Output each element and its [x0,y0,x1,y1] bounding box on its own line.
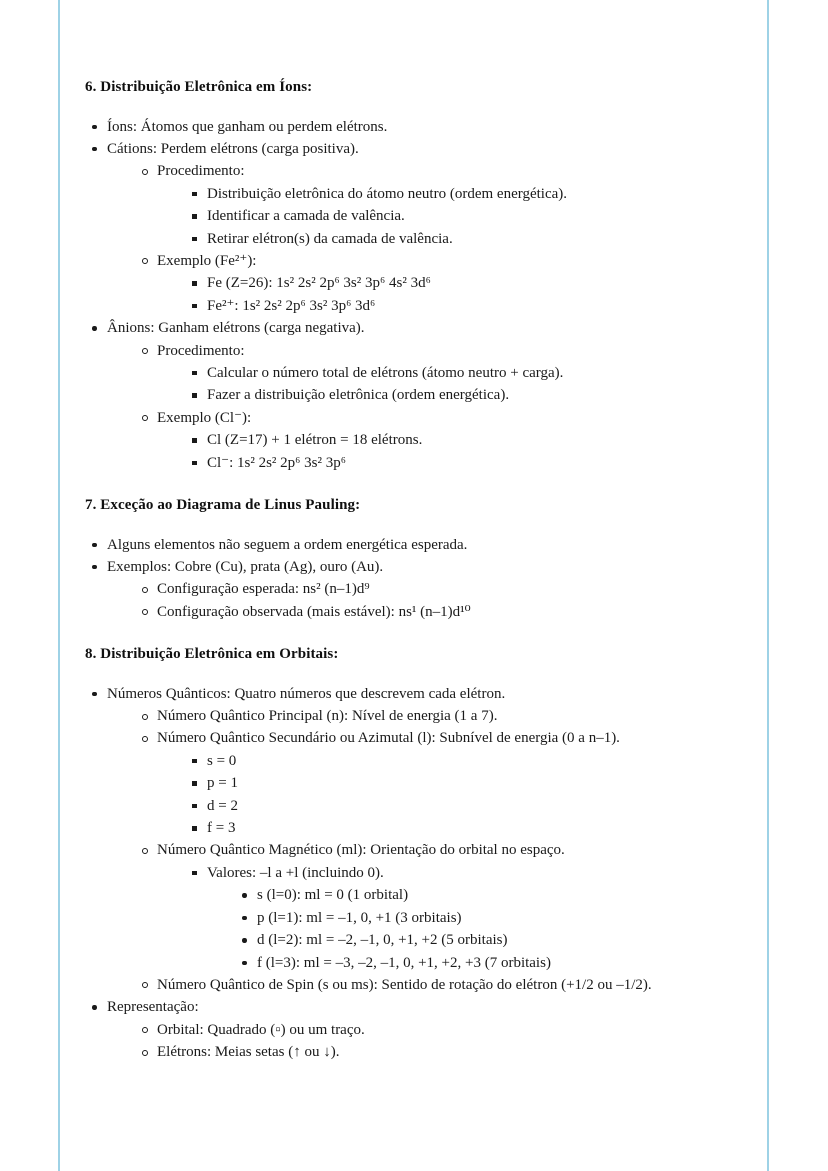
list-item-label: Exemplo (Fe²⁺): [157,252,257,269]
list-item [235,929,735,951]
bullet-marker-icon [192,237,197,242]
section-heading: 6. Distribuição Eletrônica em Íons: [85,79,313,95]
list-item [135,601,735,623]
list-item [235,884,735,906]
list-item-label: f (l=3): ml = –3, –2, –1, 0, +1, +2, +3 (7 orbitais) [257,954,551,971]
list-item [135,974,735,996]
bullet-list [135,705,735,996]
list-item-label: Procedimento: [157,163,245,180]
bullet-marker-icon [92,125,97,130]
bullet-list [235,884,735,974]
list-item-label: Cátions: Perdem elétrons (carga positiva). [107,140,359,157]
list-item-label: Orbital: Quadrado (▫) ou um traço. [157,1021,365,1038]
bullet-list [135,578,735,623]
list-item-label: Fe²⁺: 1s² 2s² 2p⁶ 3s² 3p⁶ 3d⁶ [207,297,376,314]
list-item-label: Identificar a camada de valência. [207,208,405,225]
list-item-label: Procedimento: [157,342,245,359]
list-item [135,727,735,839]
list-item [135,578,735,600]
bullet-list [185,272,735,317]
list-item [135,839,735,973]
list-item [135,1019,735,1041]
list-item-label: Ânions: Ganham elétrons (carga negativa). [107,320,365,337]
bullet-marker-icon [192,393,197,398]
bullet-list [185,429,735,474]
list-item-label: p = 1 [207,775,238,792]
list-item [235,907,735,929]
list-item [185,862,735,974]
bullet-marker-icon [242,961,247,966]
list-item [135,340,735,407]
list-item-label: Configuração esperada: ns² (n–1)d⁹ [157,581,370,598]
bullet-marker-icon [142,169,148,175]
list-item [85,683,735,997]
list-item-label: Exemplo (Cl⁻): [157,409,252,426]
list-item-label: Números Quânticos: Quatro números que descrevem cada elétron. [107,685,506,702]
bullet-marker-icon [192,192,197,197]
bullet-marker-icon [242,893,247,898]
list-item-label: Cl (Z=17) + 1 elétron = 18 elétrons. [207,432,423,449]
list-item [185,750,735,772]
list-item-label: Retirar elétron(s) da camada de valência. [207,230,453,247]
list-item [135,1041,735,1063]
bullet-marker-icon [192,804,197,809]
list-item-label: Distribuição eletrônica do átomo neutro (ordem energética). [207,185,567,202]
bullet-marker-icon [142,736,148,742]
bullet-marker-icon [142,609,148,615]
list-item-label: Número Quântico Secundário ou Azimutal (l): Subnível de energia (0 a n–1). [157,730,620,747]
bullet-list [135,160,735,317]
bullet-marker-icon [192,438,197,443]
bullet-marker-icon [192,371,197,376]
list-item [185,205,735,227]
list-item-label: Fazer a distribuição eletrônica (ordem energética). [207,387,510,404]
bullet-marker-icon [142,415,148,421]
bullet-marker-icon [142,587,148,593]
bullet-marker-icon [192,759,197,764]
bullet-marker-icon [92,326,97,331]
bullet-marker-icon [92,1005,97,1010]
section-heading: 7. Exceção ao Diagrama de Linus Pauling: [85,497,361,513]
list-item-label: Número Quântico de Spin (s ou ms): Sentido de rotação do elétron (+1/2 ou –1/2). [157,976,652,993]
list-item-label: Representação: [107,999,199,1016]
bullet-list [135,340,735,474]
bullet-marker-icon [192,826,197,831]
bullet-marker-icon [192,781,197,786]
list-item-label: Calcular o número total de elétrons (átomo neutro + carga). [207,364,564,381]
list-item [85,116,735,138]
bullet-list [85,683,735,1064]
bullet-marker-icon [142,848,148,854]
bullet-list [185,183,735,250]
list-item [85,556,735,623]
list-item [185,452,735,474]
bullet-marker-icon [192,214,197,219]
list-item [85,534,735,556]
bullet-marker-icon [242,938,247,943]
document-section [85,645,735,1063]
right-margin-rule [767,0,769,1171]
section-heading: 8. Distribuição Eletrônica em Orbitais: [85,646,339,663]
list-item-label: f = 3 [207,820,236,837]
list-item-label: p (l=1): ml = –1, 0, +1 (3 orbitais) [257,909,462,926]
list-item [185,183,735,205]
list-item-label: Cl⁻: 1s² 2s² 2p⁶ 3s² 3p⁶ [207,454,346,471]
list-item-label: Número Quântico Magnético (ml): Orientação do orbital no espaço. [157,842,565,859]
list-item [185,429,735,451]
bullet-marker-icon [192,304,197,309]
list-item-label: Fe (Z=26): 1s² 2s² 2p⁶ 3s² 3p⁶ 4s² 3d⁶ [207,275,431,292]
bullet-marker-icon [242,916,247,921]
list-item [185,228,735,250]
list-item [185,384,735,406]
list-item-label: Íons: Átomos que ganham ou perdem elétrons. [107,118,388,135]
list-item [85,138,735,317]
bullet-marker-icon [142,348,148,354]
bullet-marker-icon [142,714,148,720]
list-item-label: Alguns elementos não seguem a ordem energética esperada. [107,536,468,553]
list-item [185,772,735,794]
bullet-marker-icon [92,147,97,152]
list-item-label: d (l=2): ml = –2, –1, 0, +1, +2 (5 orbitais) [257,932,508,949]
list-item [135,160,735,250]
list-item [185,295,735,317]
bullet-list [85,116,735,475]
bullet-marker-icon [192,871,197,876]
list-item [85,317,735,474]
list-item-label: Configuração observada (mais estável): ns¹ (n–1)d¹⁰ [157,603,471,620]
bullet-marker-icon [92,692,97,697]
list-item [135,407,735,474]
list-item [135,250,735,317]
list-item-label: Elétrons: Meias setas (↑ ou ↓). [157,1044,340,1061]
list-item [185,795,735,817]
list-item-label: Número Quântico Principal (n): Nível de energia (1 a 7). [157,708,498,725]
list-item-label: Exemplos: Cobre (Cu), prata (Ag), ouro (Au). [107,558,384,575]
list-item [185,272,735,294]
bullet-marker-icon [142,258,148,264]
list-item-label: Valores: –l a +l (incluindo 0). [207,864,384,881]
document-content [85,78,735,1064]
bullet-list [185,362,735,407]
list-item-label: s (l=0): ml = 0 (1 orbital) [257,887,409,904]
list-item-label: d = 2 [207,797,238,814]
bullet-marker-icon [192,281,197,286]
bullet-list [135,1019,735,1064]
list-item [185,817,735,839]
bullet-marker-icon [142,1027,148,1033]
list-item [85,996,735,1063]
left-margin-rule [58,0,60,1171]
list-item [235,952,735,974]
bullet-list [85,534,735,624]
document-section [85,496,735,623]
bullet-list [185,750,735,840]
list-item-label: s = 0 [207,752,237,769]
bullet-marker-icon [92,565,97,570]
bullet-marker-icon [192,461,197,466]
bullet-list [185,862,735,974]
document-section [85,78,735,474]
list-item [185,362,735,384]
bullet-marker-icon [142,982,148,988]
list-item [135,705,735,727]
bullet-marker-icon [92,543,97,548]
bullet-marker-icon [142,1050,148,1056]
